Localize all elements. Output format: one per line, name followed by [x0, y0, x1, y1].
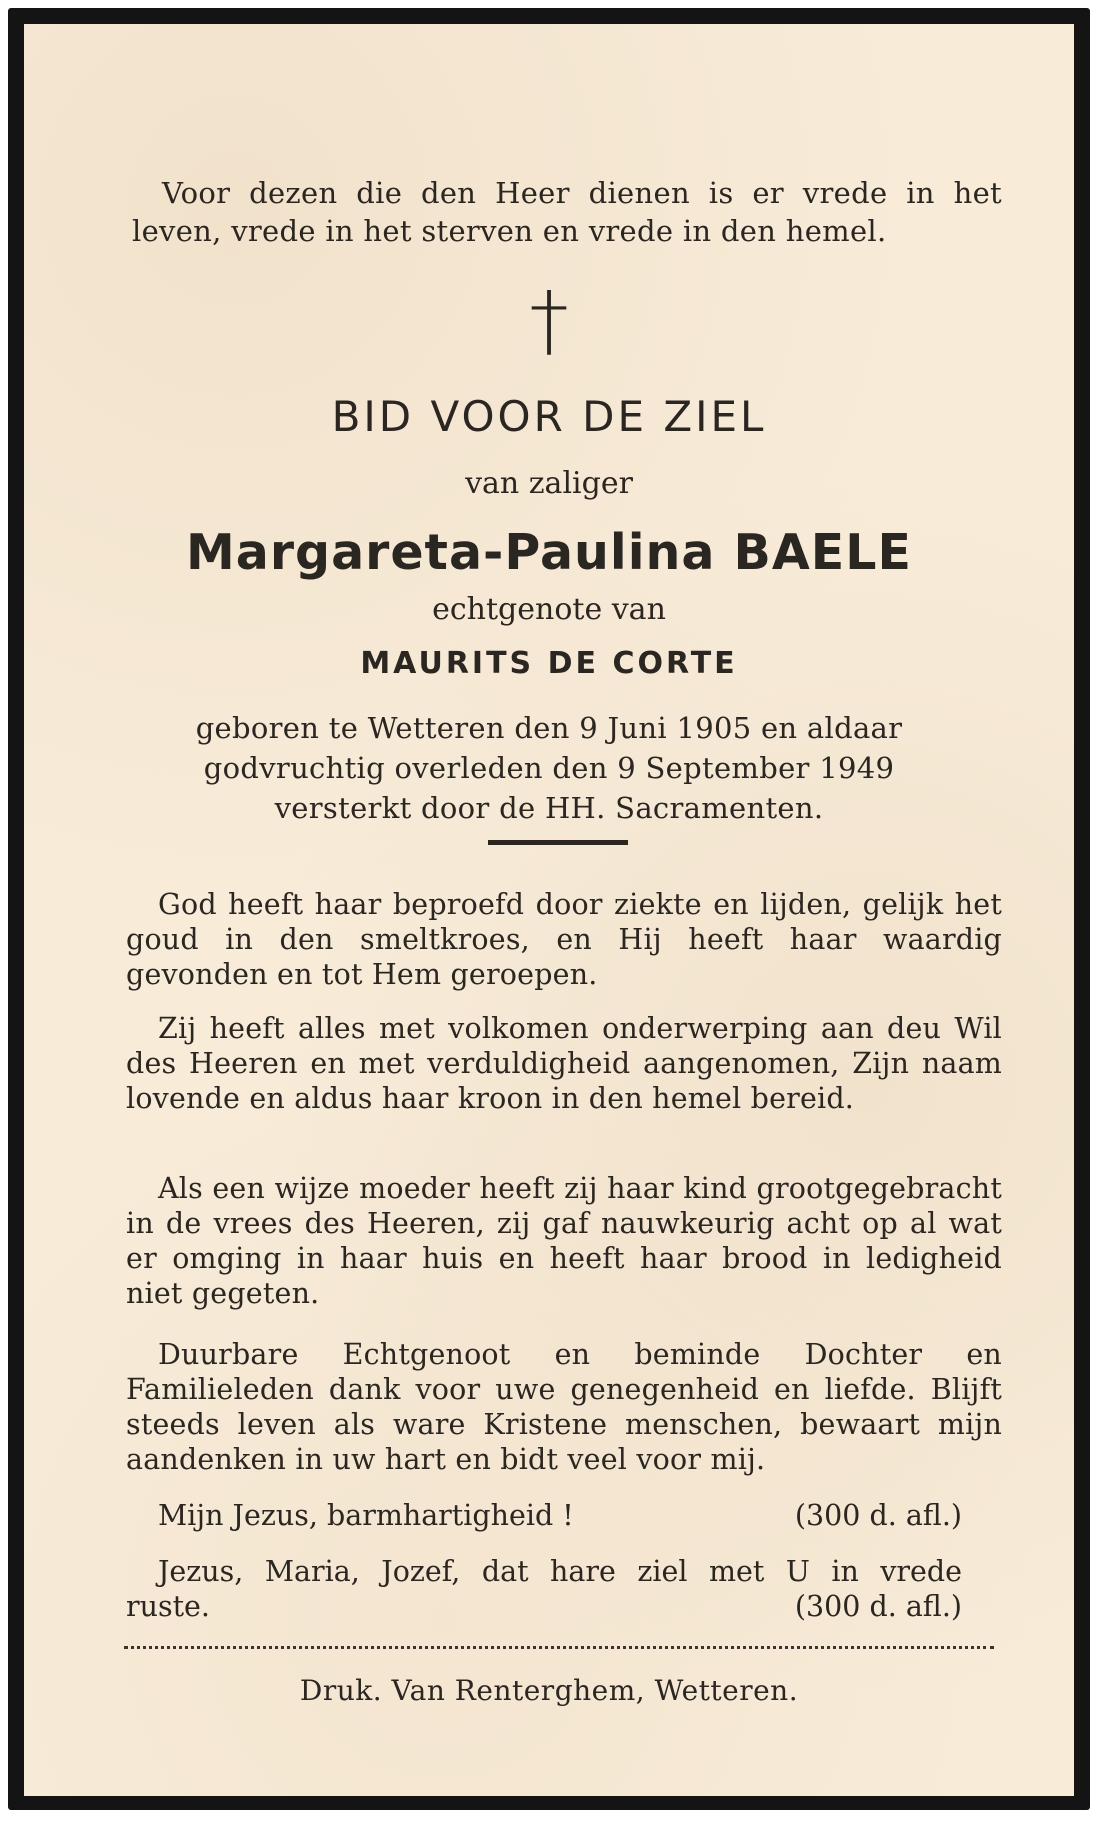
- paragraph-1: [126, 887, 1002, 992]
- paragraph-text: Zij heeft alles met volkomen onderwerping aan deu Wil des Heeren en met verduldigheid aangenomen, Zijn naam lovende en aldus haar kroon in den hemel bereid.: [126, 1012, 1002, 1115]
- birth-line-2: godvruchtig overleden den 9 September 1949: [203, 751, 895, 785]
- divider-rule: [488, 840, 628, 845]
- spouse-intro: echtgenote van: [432, 592, 666, 627]
- paragraph-text: God heeft haar beproefd door ziekte en lijden, gelijk het goud in den smeltkroes, en Hij heeft haar waardig gevonden en tot Hem geroepen.: [126, 888, 1002, 991]
- birth-line-1: geboren te Wetteren den 9 Juni 1905 en aldaar: [195, 711, 903, 745]
- prayer-2-indulgence: (300 d. afl.): [794, 1590, 962, 1623]
- prayer-2: [126, 1554, 962, 1624]
- cross-icon: †: [529, 276, 569, 366]
- heading: BID VOOR DE ZIEL: [331, 392, 767, 441]
- memorial-card: [8, 8, 1090, 1810]
- dotted-divider: [124, 1646, 994, 1649]
- prayer-1-indulgence: (300 d. afl.): [794, 1499, 962, 1532]
- paragraph-text: Als een wijze moeder heeft zij haar kind grootgegebracht in de vrees des Heeren, zij gaf nauwkeurig acht op al wat er omging in haar huis en heeft haar brood in ledigheid niet gegeten.: [126, 1172, 1002, 1310]
- van-zaliger: van zaliger: [465, 466, 633, 501]
- birth-line-3: versterkt door de HH. Sacramenten.: [274, 791, 824, 825]
- prayer-2-line-2: ruste.: [126, 1590, 210, 1623]
- printer-credit: Druk. Van Renterghem, Wetteren.: [299, 1674, 799, 1707]
- paragraph-2: [126, 1011, 1002, 1116]
- prayer-1: [126, 1498, 962, 1533]
- paragraph-3: [126, 1171, 1002, 1311]
- deceased-name: Margareta-Paulina BAELE: [186, 524, 912, 581]
- birth-death-info: [24, 708, 1074, 828]
- paragraph-text: Duurbare Echtgenoot en beminde Dochter en Familieleden dank voor uwe genegenheid en liefde. Blijft steeds leven als ware Kristene menschen, bewaart mijn aandenken in uw hart en bidt veel voor mij.: [126, 1338, 1002, 1476]
- prayer-2-line-1: Jezus, Maria, Jozef, dat hare ziel met U in vrede: [158, 1555, 962, 1588]
- epigraph: Voor dezen die den Heer dienen is er vrede in het leven, vrede in het sterven en vrede in den hemel.: [132, 176, 1002, 248]
- paragraph-4: [126, 1337, 1002, 1477]
- card-paper: [24, 24, 1074, 1796]
- prayer-1-text: Mijn Jezus, barmhartigheid !: [158, 1499, 574, 1532]
- spouse-name: MAURITS DE CORTE: [360, 646, 738, 681]
